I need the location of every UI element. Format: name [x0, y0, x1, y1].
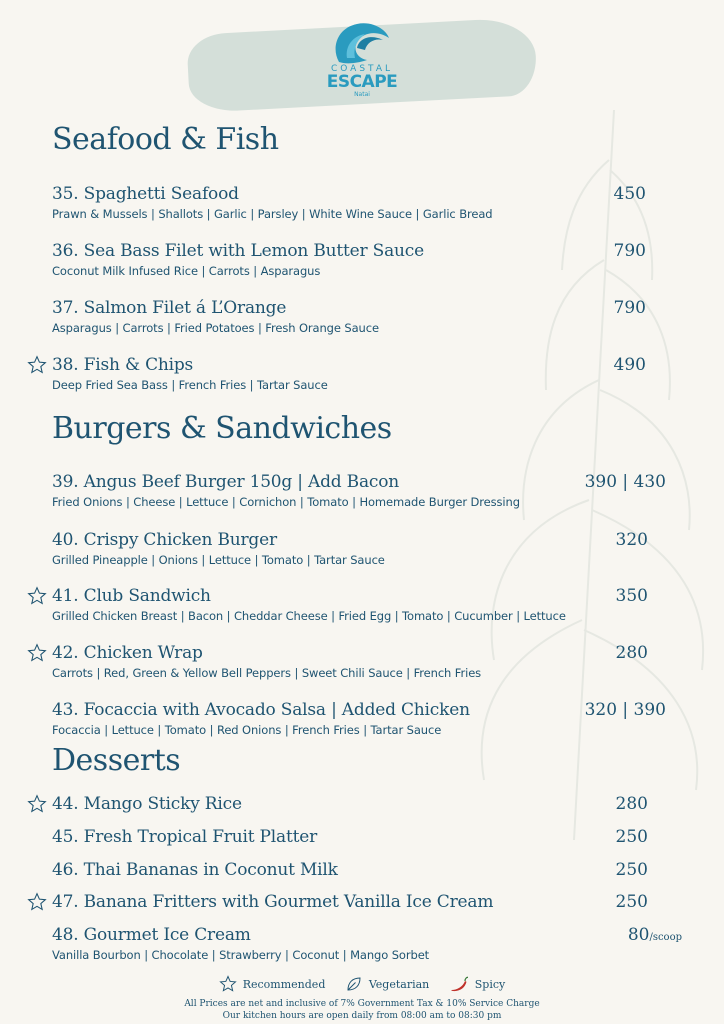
menu-item-price: 80/scoop	[627, 925, 682, 945]
menu-item-description: Fried Onions | Cheese | Lettuce | Cornichon | Tomato | Homemade Burger Dressing	[52, 495, 520, 509]
menu-item	[52, 859, 702, 881]
menu-item-name: 40. Crispy Chicken Burger	[52, 530, 277, 550]
menu-item	[52, 699, 702, 739]
menu-item-name: 44. Mango Sticky Rice	[52, 794, 242, 814]
section-title-desserts: Desserts	[52, 743, 181, 778]
menu-item-price: 490	[613, 355, 646, 375]
menu-item-description: Grilled Pineapple | Onions | Lettuce | Tomato | Tartar Sauce	[52, 553, 385, 567]
star-icon	[27, 794, 47, 814]
menu-item-price: 450	[613, 184, 646, 204]
menu-item-description: Vanilla Bourbon | Chocolate | Strawberry | Coconut | Mango Sorbet	[52, 948, 430, 962]
menu-item-name: 41. Club Sandwich	[52, 586, 211, 606]
star-icon	[219, 975, 237, 993]
menu-item-description: Focaccia | Lettuce | Tomato | Red Onions | French Fries | Tartar Sauce	[52, 723, 442, 737]
menu-item	[52, 642, 702, 682]
hours-note: Our kitchen hours are open daily from 08:00 am to 08:30 pm	[222, 1011, 502, 1021]
menu-item	[52, 297, 702, 337]
legend-vegetarian: Vegetarian	[345, 975, 429, 993]
brand-logo	[300, 18, 424, 118]
menu-item	[52, 924, 702, 964]
brand-line3: Natai	[354, 91, 370, 98]
brand-line1: COASTAL	[330, 64, 394, 74]
menu-item	[52, 240, 702, 280]
star-icon	[27, 892, 47, 912]
menu-item	[52, 529, 702, 569]
menu-item-price: 350	[615, 586, 648, 606]
leaf-icon	[345, 975, 363, 993]
menu-item	[52, 826, 702, 848]
star-icon	[27, 355, 47, 375]
menu-item-price: 790	[613, 298, 646, 318]
menu-item-name: 37. Salmon Filet á L’Orange	[52, 298, 287, 318]
star-icon	[27, 586, 47, 606]
menu-item-name: 45. Fresh Tropical Fruit Platter	[52, 827, 318, 847]
menu-item-name: 42. Chicken Wrap	[52, 643, 203, 663]
menu-item-name: 39. Angus Beef Burger 150g | Add Bacon	[52, 472, 400, 492]
menu-item	[52, 471, 702, 511]
wave-icon	[327, 18, 397, 66]
menu-item-price: 250	[615, 860, 648, 880]
menu-item	[52, 354, 702, 394]
menu-item-description: Grilled Chicken Breast | Bacon | Cheddar Cheese | Fried Egg | Tomato | Cucumber | Lettuce	[52, 609, 566, 623]
legend-recommended: Recommended	[219, 975, 326, 993]
section-title-seafood: Seafood & Fish	[52, 122, 279, 157]
menu-item-price: 320 | 390	[584, 700, 666, 720]
menu-item-name: 36. Sea Bass Filet with Lemon Butter Sauce	[52, 241, 424, 261]
menu-item	[52, 793, 702, 815]
menu-item-name: 38. Fish & Chips	[52, 355, 194, 375]
brand-line2: ESCAPE	[326, 72, 398, 92]
menu-item-price: 790	[613, 241, 646, 261]
menu-item-price: 320	[615, 530, 648, 550]
star-icon	[27, 643, 47, 663]
menu-item-description: Deep Fried Sea Bass | French Fries | Tartar Sauce	[52, 378, 328, 392]
menu-item-price: 280	[615, 794, 648, 814]
menu-item-description: Coconut Milk Infused Rice | Carrots | Asparagus	[52, 264, 321, 278]
tax-note: All Prices are net and inclusive of 7% Government Tax & 10% Service Charge	[184, 999, 540, 1009]
section-title-burgers: Burgers & Sandwiches	[52, 411, 392, 446]
menu-item-name: 48. Gourmet Ice Cream	[52, 925, 251, 945]
menu-item-name: 46. Thai Bananas in Coconut Milk	[52, 860, 338, 880]
menu-item-description: Carrots | Red, Green & Yellow Bell Peppers | Sweet Chili Sauce | French Fries	[52, 666, 482, 680]
chili-icon	[449, 975, 469, 993]
menu-item	[52, 891, 702, 913]
menu-item-price: 390 | 430	[584, 472, 666, 492]
menu-item-name: 35. Spaghetti Seafood	[52, 184, 239, 204]
menu-item-name: 43. Focaccia with Avocado Salsa | Added Chicken	[52, 700, 470, 720]
menu-item	[52, 585, 702, 625]
legend	[0, 975, 724, 996]
menu-item-price: 280	[615, 643, 648, 663]
menu-item-name: 47. Banana Fritters with Gourmet Vanilla Ice Cream	[52, 892, 494, 912]
menu-item-description: Prawn & Mussels | Shallots | Garlic | Parsley | White Wine Sauce | Garlic Bread	[52, 207, 493, 221]
menu-item-price: 250	[615, 892, 648, 912]
menu-item	[52, 183, 702, 223]
menu-item-description: Asparagus | Carrots | Fried Potatoes | Fresh Orange Sauce	[52, 321, 379, 335]
menu-item-price: 250	[615, 827, 648, 847]
legend-spicy: Spicy	[449, 975, 505, 993]
